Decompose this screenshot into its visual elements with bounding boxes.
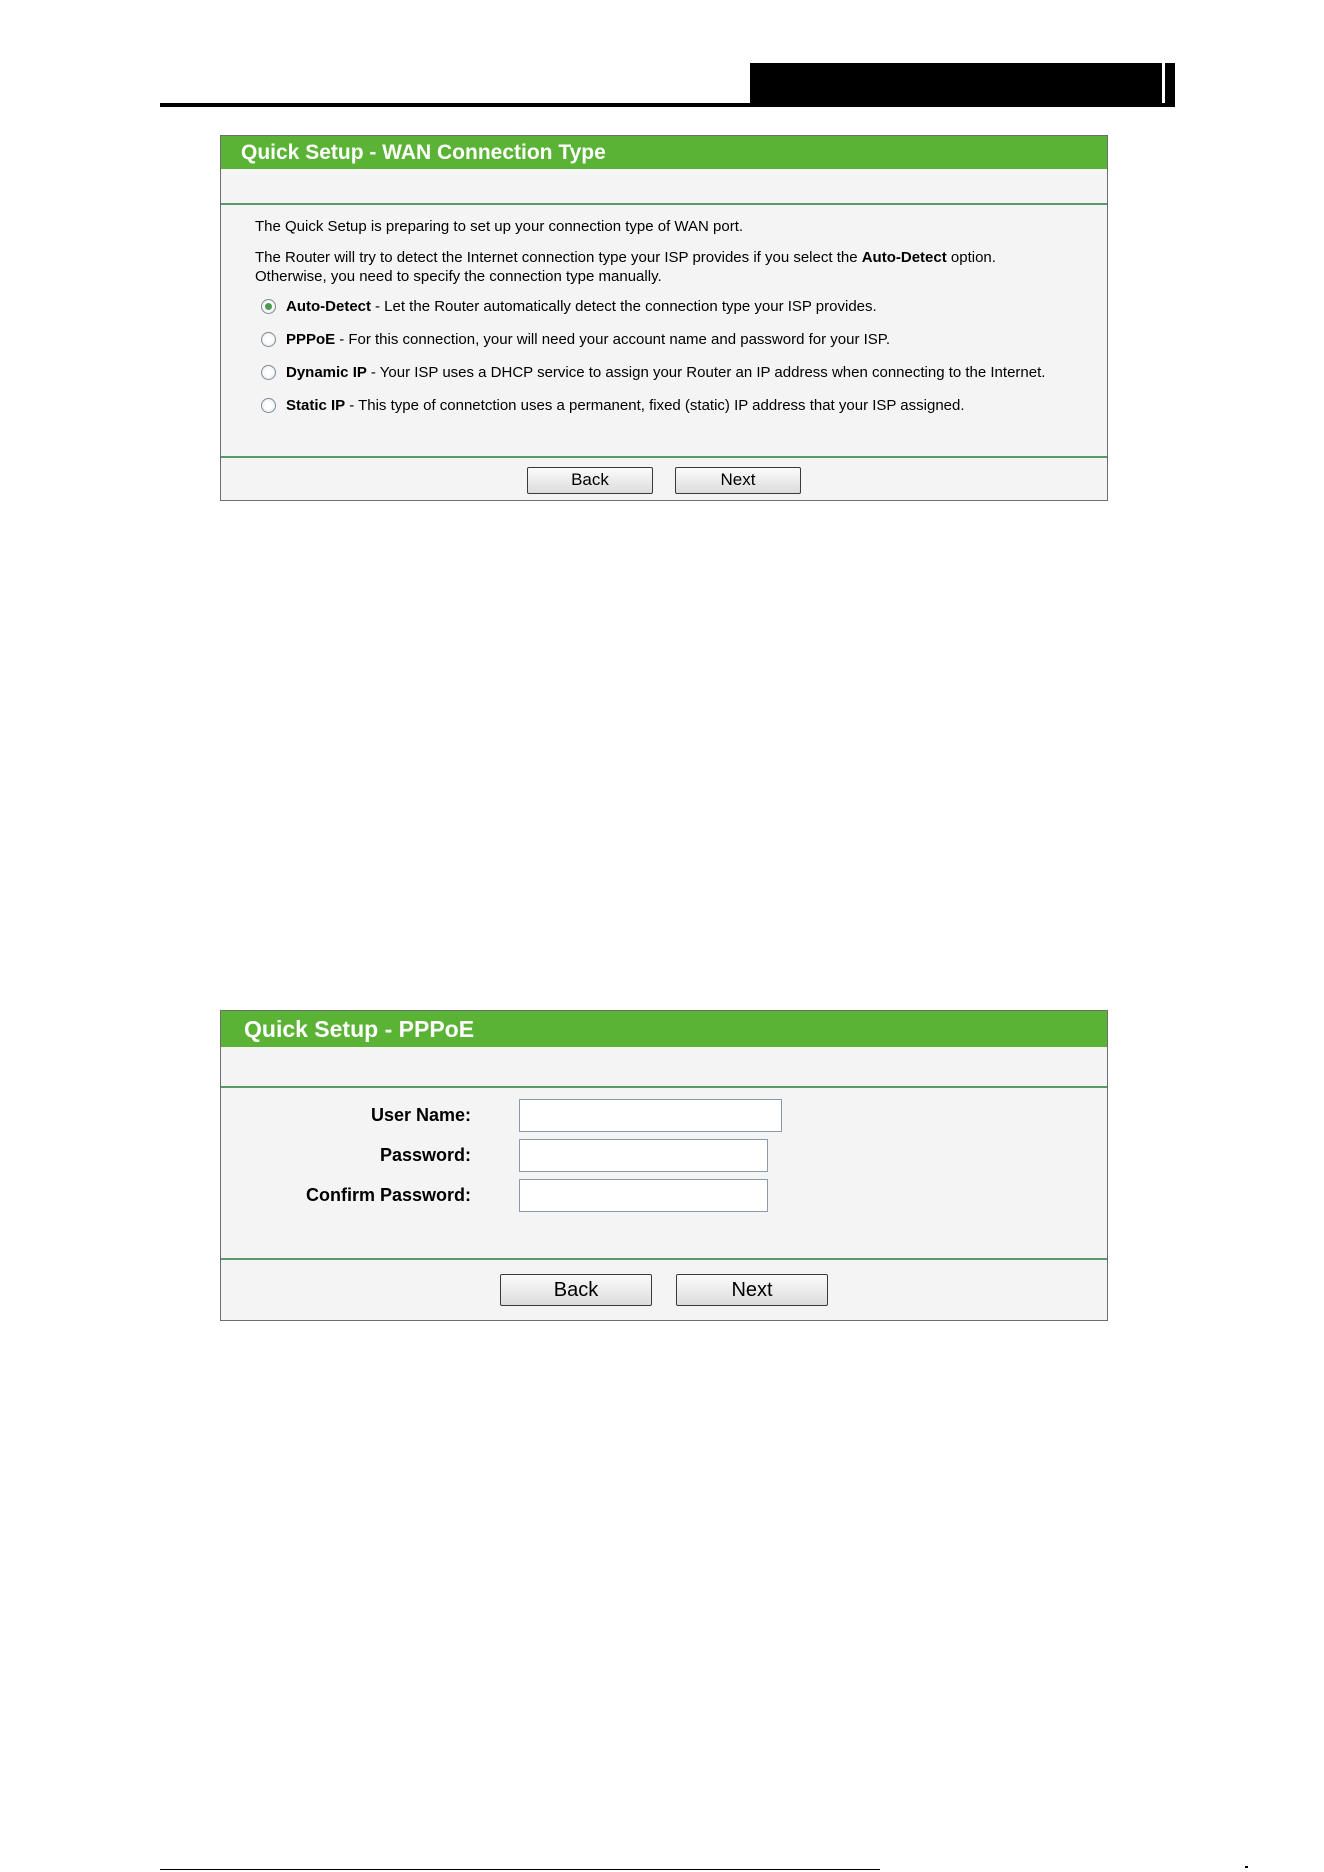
option-desc: - Your ISP uses a DHCP service to assign your Router an IP address when connecting to the Internet. [370,363,1046,381]
user-name-label: User Name: [370,1105,471,1125]
radio-pppoe[interactable] [261,332,276,347]
option-pppoe[interactable] [261,327,1107,351]
intro-text: The Quick Setup is preparing to set up your connection type of WAN port. [255,218,744,235]
next-button[interactable]: Next [675,467,801,494]
detect-prefix: The Router will try to detect the Internet connection type your ISP provides if you select the [255,249,862,266]
detect-suffix: option. [946,249,996,266]
next-button[interactable]: Next [676,1274,828,1306]
panel-body [221,205,1107,456]
option-label: Static IP [286,396,346,414]
panel-footer [221,456,1107,502]
pppoe-panel [220,1010,1108,1321]
confirm-password-label: Confirm Password: [305,1185,471,1205]
option-desc: - This type of connetction uses a permanent, fixed (static) IP address that your ISP assigned. [349,396,965,414]
detect-bold: Auto-Detect [861,249,947,266]
password-label: Password: [379,1145,471,1165]
option-label: Dynamic IP [286,363,367,381]
panel-subheader [221,169,1107,205]
detect-line2: Otherwise, you need to specify the connection type manually. [255,268,662,285]
detect-text [255,248,1107,286]
panel-footer [221,1258,1107,1320]
option-desc: - Let the Router automatically detect the connection type your ISP provides. [375,297,877,315]
user-name-row [221,1099,1107,1132]
header-rule [160,103,1175,107]
panel-title: Quick Setup - PPPoE [221,1011,1107,1047]
header-block [750,63,1162,107]
option-label: PPPoE [286,330,336,348]
panel-title: Quick Setup - WAN Connection Type [221,136,1107,169]
panel-subheader [221,1047,1107,1088]
user-name-input[interactable] [519,1099,782,1132]
option-label: Auto-Detect [286,297,371,315]
back-button[interactable]: Back [527,467,653,494]
option-static-ip[interactable] [261,393,1107,417]
option-desc: - For this connection, your will need your account name and password for your ISP. [339,330,891,348]
header-bar [1165,63,1175,107]
panel-body [221,1088,1107,1258]
radio-auto-detect[interactable] [261,299,276,314]
confirm-password-input[interactable] [519,1179,768,1212]
password-row [221,1139,1107,1172]
option-dynamic-ip[interactable] [261,360,1107,384]
back-button[interactable]: Back [500,1274,652,1306]
confirm-password-row [221,1179,1107,1212]
radio-static-ip[interactable] [261,398,276,413]
footer-mark [1245,1866,1248,1868]
radio-dynamic-ip[interactable] [261,365,276,380]
password-input[interactable] [519,1139,768,1172]
wan-connection-type-panel [220,135,1108,501]
footer-rule [160,1869,880,1870]
option-auto-detect[interactable] [261,294,1107,318]
